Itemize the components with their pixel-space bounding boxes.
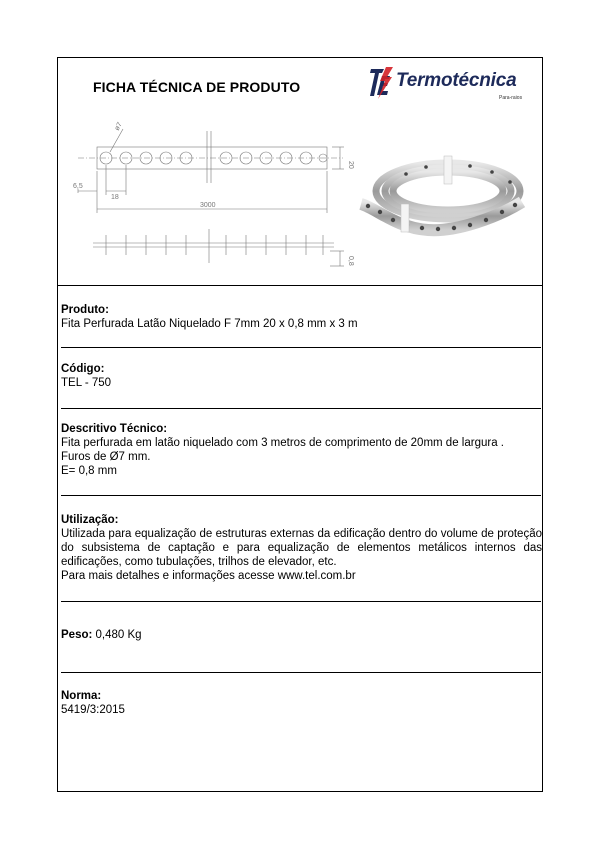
utilizacao-label: Utilização:	[61, 514, 119, 526]
dim-length-label: 3000	[200, 202, 216, 209]
logo-name: Termotécnica	[396, 70, 517, 91]
descritivo-line: Furos de Ø7 mm.	[61, 451, 151, 463]
dim-edge-label: 6,5	[73, 183, 83, 190]
utilizacao-more: Para mais detalhes e informações acesse www.tel.com.br	[61, 570, 356, 582]
peso-section	[61, 628, 142, 642]
dim-hole-label: ø7	[113, 121, 124, 132]
page-title: FICHA TÉCNICA DE PRODUTO	[93, 79, 301, 95]
norma-label: Norma:	[61, 690, 102, 702]
peso-label: Peso:	[61, 629, 93, 641]
produto-value: Fita Perfurada Latão Niquelado F 7mm 20 x 0,8 mm x 3 m	[61, 318, 358, 330]
divider	[61, 495, 541, 496]
logo-mark-icon	[368, 66, 396, 100]
header	[58, 58, 542, 286]
dim-width-label: 20	[347, 161, 354, 169]
norma-value: 5419/3:2015	[61, 704, 125, 716]
descritivo-section	[61, 422, 504, 478]
utilizacao-section	[61, 513, 542, 583]
norma-section	[61, 689, 125, 717]
peso-value: 0,480 Kg	[95, 629, 142, 641]
divider	[61, 408, 541, 409]
codigo-value: TEL - 750	[61, 377, 112, 389]
utilizacao-text: Utilizada para equalização de estruturas externas da edificação dentro do volume de proteção do subsistema de captação e para equalização de elementos metálicos internos das edificações, como tubulações, trilhos de elevador, etc.	[61, 528, 542, 568]
codigo-section	[61, 362, 111, 390]
descritivo-line: Fita perfurada em latão niquelado com 3 metros de comprimento de 20mm de largura .	[61, 437, 504, 449]
product-photo	[356, 146, 531, 256]
spec-sheet-frame	[57, 57, 543, 792]
divider	[61, 672, 541, 673]
produto-label: Produto:	[61, 304, 109, 316]
company-logo	[368, 64, 538, 104]
produto-section	[61, 303, 358, 331]
dim-thickness-label: 0,8	[347, 256, 354, 266]
descritivo-label: Descritivo Técnico:	[61, 423, 168, 435]
logo-tagline: Para-raios	[499, 95, 523, 101]
divider	[61, 347, 541, 348]
descritivo-line: E= 0,8 mm	[61, 465, 117, 477]
technical-drawing	[68, 121, 358, 281]
divider	[61, 601, 541, 602]
codigo-label: Código:	[61, 363, 105, 375]
dim-pitch-label: 18	[111, 194, 119, 201]
